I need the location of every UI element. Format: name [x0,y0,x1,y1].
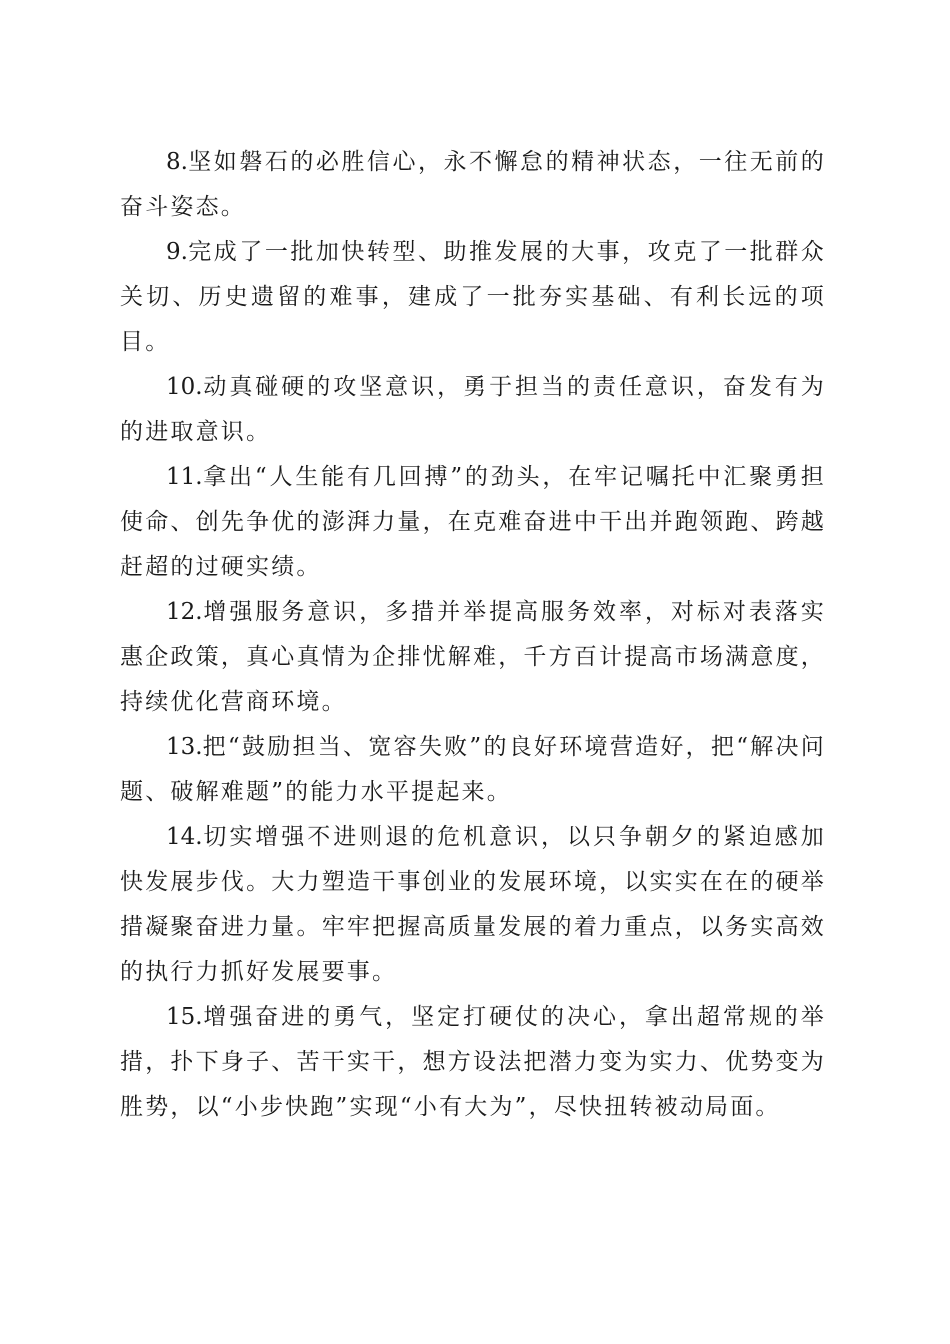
document-body [120,140,826,1130]
paragraph-text: 增强奋进的勇气，坚定打硬仗的决心，拿出超常规的举措，扑下身子、苦干实干，想方设法把潜力变为实力、优势变为胜势，以“小步快跑”实现“小有大为”，尽快扭转被动局面。 [120,1004,826,1120]
paragraph-text: 增强服务意识，多措并举提高服务效率，对标对表落实惠企政策，真心真情为企排忧解难，千方百计提高市场满意度，持续优化营商环境。 [120,599,826,715]
paragraph-number: 8. [166,149,188,175]
paragraph-text: 拿出“人生能有几回搏”的劲头，在牢记嘱托中汇聚勇担使命、创先争优的澎湃力量，在克难奋进中干出并跑领跑、跨越赶超的过硬实绩。 [120,464,826,580]
paragraph-number: 9. [166,239,188,265]
paragraph-8 [120,140,826,230]
paragraph-12 [120,590,826,725]
paragraph-text: 把“鼓励担当、宽容失败”的良好环境营造好，把“解决问题、破解难题”的能力水平提起来。 [120,734,826,805]
paragraph-number: 12. [166,599,203,625]
paragraph-number: 14. [166,824,203,850]
paragraph-text: 完成了一批加快转型、助推发展的大事，攻克了一批群众关切、历史遗留的难事，建成了一批夯实基础、有利长远的项目。 [120,239,826,355]
paragraph-number: 10. [166,374,203,400]
paragraph-text: 坚如磐石的必胜信心，永不懈怠的精神状态，一往无前的奋斗姿态。 [120,149,826,220]
paragraph-text: 切实增强不进则退的危机意识，以只争朝夕的紧迫感加快发展步伐。大力塑造干事创业的发展环境，以实实在在的硬举措凝聚奋进力量。牢牢把握高质量发展的着力重点，以务实高效的执行力抓好发展要事。 [120,824,826,985]
paragraph-10 [120,365,826,455]
paragraph-9 [120,230,826,365]
paragraph-number: 11. [166,464,203,490]
paragraph-15 [120,995,826,1130]
paragraph-13 [120,725,826,815]
paragraph-number: 15. [166,1004,203,1030]
paragraph-text: 动真碰硬的攻坚意识，勇于担当的责任意识，奋发有为的进取意识。 [120,374,826,445]
paragraph-11 [120,455,826,590]
paragraph-number: 13. [166,734,203,760]
paragraph-14 [120,815,826,995]
